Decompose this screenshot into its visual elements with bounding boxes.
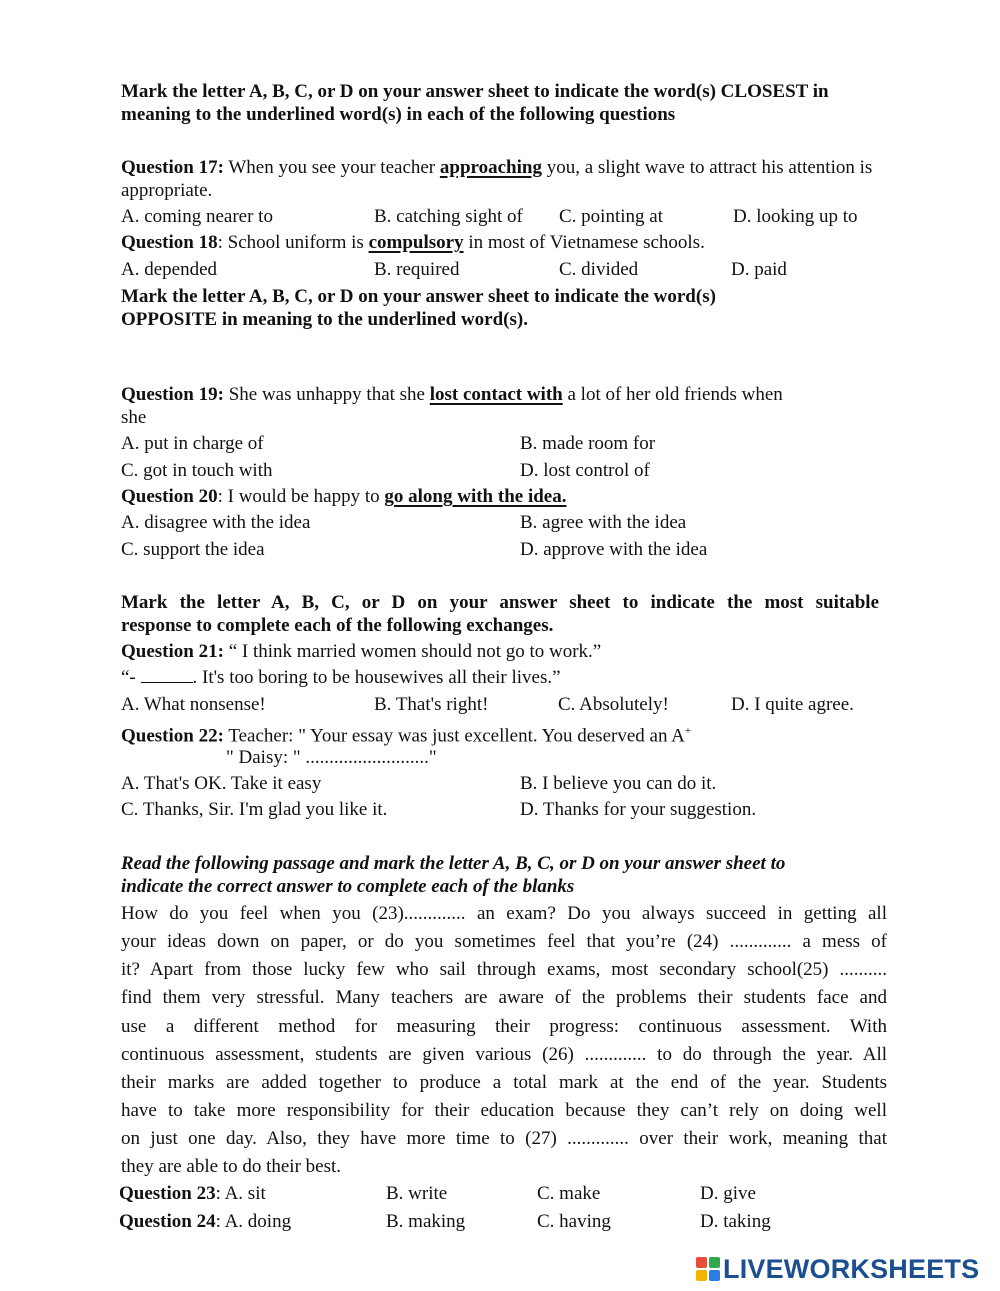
superscript-plus: + xyxy=(684,725,692,737)
q22-option-a[interactable]: A. That's OK. Take it easy xyxy=(121,773,322,794)
instruction-response-line2: response to complete each of the following exchanges. xyxy=(121,615,554,636)
passage-line: they are able to do their best. xyxy=(121,1156,342,1177)
instruction-passage-line1: Read the following passage and mark the letter A, B, C, or D on your answer sheet to xyxy=(121,853,786,874)
passage-line: your ideas down on paper, or do you sometimes feel that you’re (24) ............. a mess of xyxy=(121,931,887,952)
q17-option-b[interactable]: B. catching sight of xyxy=(374,206,523,227)
instruction-opposite-line1: Mark the letter A, B, C, or D on your answer sheet to indicate the word(s) xyxy=(121,286,716,307)
q24-option-b[interactable]: B. making xyxy=(386,1211,466,1232)
passage-line: How do you feel when you (23)............. an exam? Do you always succeed in getting all xyxy=(121,903,887,924)
question-text: you, a slight wave to attract his attention is xyxy=(541,157,873,178)
q23-option-b[interactable]: B. write xyxy=(386,1183,448,1204)
question-text: in most of Vietnamese schools. xyxy=(463,232,705,253)
liveworksheets-logo[interactable] xyxy=(696,1255,992,1283)
q18-option-c[interactable]: C. divided xyxy=(559,259,639,280)
passage-line: continuous assessment, students are given various (26) ............. to do through the year. All xyxy=(121,1044,887,1065)
q21-option-a[interactable]: A. What nonsense! xyxy=(121,694,266,715)
passage-line: it? Apart from those lucky few who sail through exams, most secondary school(25) .......... xyxy=(121,959,887,980)
question-19-continuation: she xyxy=(121,407,147,428)
q19-option-b[interactable]: B. made room for xyxy=(520,433,656,454)
q20-option-d[interactable]: D. approve with the idea xyxy=(520,539,708,560)
question-text: She was unhappy that she xyxy=(223,384,430,405)
question-text: When you see your teacher xyxy=(223,157,440,178)
question-22-line2: " Daisy: " .........................." xyxy=(226,747,437,768)
instruction-closest-line1: Mark the letter A, B, C, or D on your answer sheet to indicate the word(s) CLOSEST in xyxy=(121,81,829,102)
answer-blank[interactable] xyxy=(141,668,193,683)
question-label: Question 19: xyxy=(121,384,224,405)
liveworksheets-logo-text: LIVEWORKSHEETS xyxy=(723,1253,980,1284)
passage-line: have to take more responsibility for their education because they can’t rely on doing well xyxy=(121,1100,887,1121)
q22-option-c[interactable]: C. Thanks, Sir. I'm glad you like it. xyxy=(121,799,388,820)
q24-option-a[interactable]: : A. doing xyxy=(215,1211,292,1232)
question-label: Question 23 xyxy=(119,1183,216,1204)
question-label: Question 18 xyxy=(121,232,218,253)
passage-line: use a different method for measuring their progress: continuous assessment. With xyxy=(121,1016,887,1037)
q17-option-c[interactable]: C. pointing at xyxy=(559,206,663,227)
passage-line: their marks are added together to produce a total mark at the end of the year. Students xyxy=(121,1072,887,1093)
instruction-response-line1: Mark the letter A, B, C, or D on your answer sheet to indicate the most suitable xyxy=(121,592,879,613)
q17-option-a[interactable]: A. coming nearer to xyxy=(121,206,273,227)
q18-option-a[interactable]: A. depended xyxy=(121,259,218,280)
passage-line: find them very stressful. Many teachers are aware of the problems their students face and xyxy=(121,987,887,1008)
question-text: : I would be happy to xyxy=(217,486,385,507)
question-23 xyxy=(119,1182,266,1206)
q21-option-b[interactable]: B. That's right! xyxy=(374,694,489,715)
underlined-word: compulsory xyxy=(368,232,464,253)
question-text: “- xyxy=(121,667,141,688)
question-20 xyxy=(121,485,566,509)
question-text: : School uniform is xyxy=(217,232,369,253)
q22-option-b[interactable]: B. I believe you can do it. xyxy=(520,773,717,794)
question-text: . It's too boring to be housewives all their lives.” xyxy=(192,667,561,688)
q20-option-a[interactable]: A. disagree with the idea xyxy=(121,512,311,533)
q24-option-d[interactable]: D. taking xyxy=(700,1211,771,1232)
question-21 xyxy=(121,640,601,664)
underlined-word: lost contact with xyxy=(429,384,563,405)
q20-option-c[interactable]: C. support the idea xyxy=(121,539,265,560)
q23-option-c[interactable]: C. make xyxy=(537,1183,601,1204)
question-text: a lot of her old friends when xyxy=(562,384,783,405)
question-label: Question 21: xyxy=(121,641,224,662)
question-24 xyxy=(119,1210,291,1234)
q23-option-a[interactable]: : A. sit xyxy=(215,1183,266,1204)
question-label: Question 22: xyxy=(121,725,224,747)
question-19 xyxy=(121,383,783,407)
question-21-line2 xyxy=(121,666,561,690)
liveworksheets-logo-icon xyxy=(696,1257,720,1281)
question-17-continuation: appropriate. xyxy=(121,180,213,201)
q20-option-b[interactable]: B. agree with the idea xyxy=(520,512,687,533)
q17-option-d[interactable]: D. looking up to xyxy=(733,206,858,227)
q19-option-c[interactable]: C. got in touch with xyxy=(121,460,273,481)
question-label: Question 20 xyxy=(121,486,218,507)
q21-option-d[interactable]: D. I quite agree. xyxy=(731,694,854,715)
q21-option-c[interactable]: C. Absolutely! xyxy=(558,694,669,715)
question-label: Question 17: xyxy=(121,157,224,178)
instruction-opposite-line2: OPPOSITE in meaning to the underlined word(s). xyxy=(121,309,528,330)
underlined-word: approaching xyxy=(439,157,542,178)
underlined-word: go along with the idea. xyxy=(384,486,567,507)
q19-option-a[interactable]: A. put in charge of xyxy=(121,433,264,454)
q19-option-d[interactable]: D. lost control of xyxy=(520,460,650,481)
q24-option-c[interactable]: C. having xyxy=(537,1211,611,1232)
question-22 xyxy=(121,719,691,748)
passage-line: on just one day. Also, they have more time to (27) ............. over their work, meaning that xyxy=(121,1128,887,1149)
q22-option-d[interactable]: D. Thanks for your suggestion. xyxy=(520,799,757,820)
question-text: “ I think married women should not go to work.” xyxy=(223,641,602,662)
q18-option-d[interactable]: D. paid xyxy=(731,259,787,280)
question-label: Question 24 xyxy=(119,1211,216,1232)
question-17 xyxy=(121,156,872,180)
question-18 xyxy=(121,231,705,255)
instruction-passage-line2: indicate the correct answer to complete each of the blanks xyxy=(121,876,575,897)
question-text: Teacher: " Your essay was just excellent. You deserved an A xyxy=(223,725,685,747)
instruction-closest-line2: meaning to the underlined word(s) in each of the following questions xyxy=(121,104,676,125)
q18-option-b[interactable]: B. required xyxy=(374,259,460,280)
q23-option-d[interactable]: D. give xyxy=(700,1183,756,1204)
